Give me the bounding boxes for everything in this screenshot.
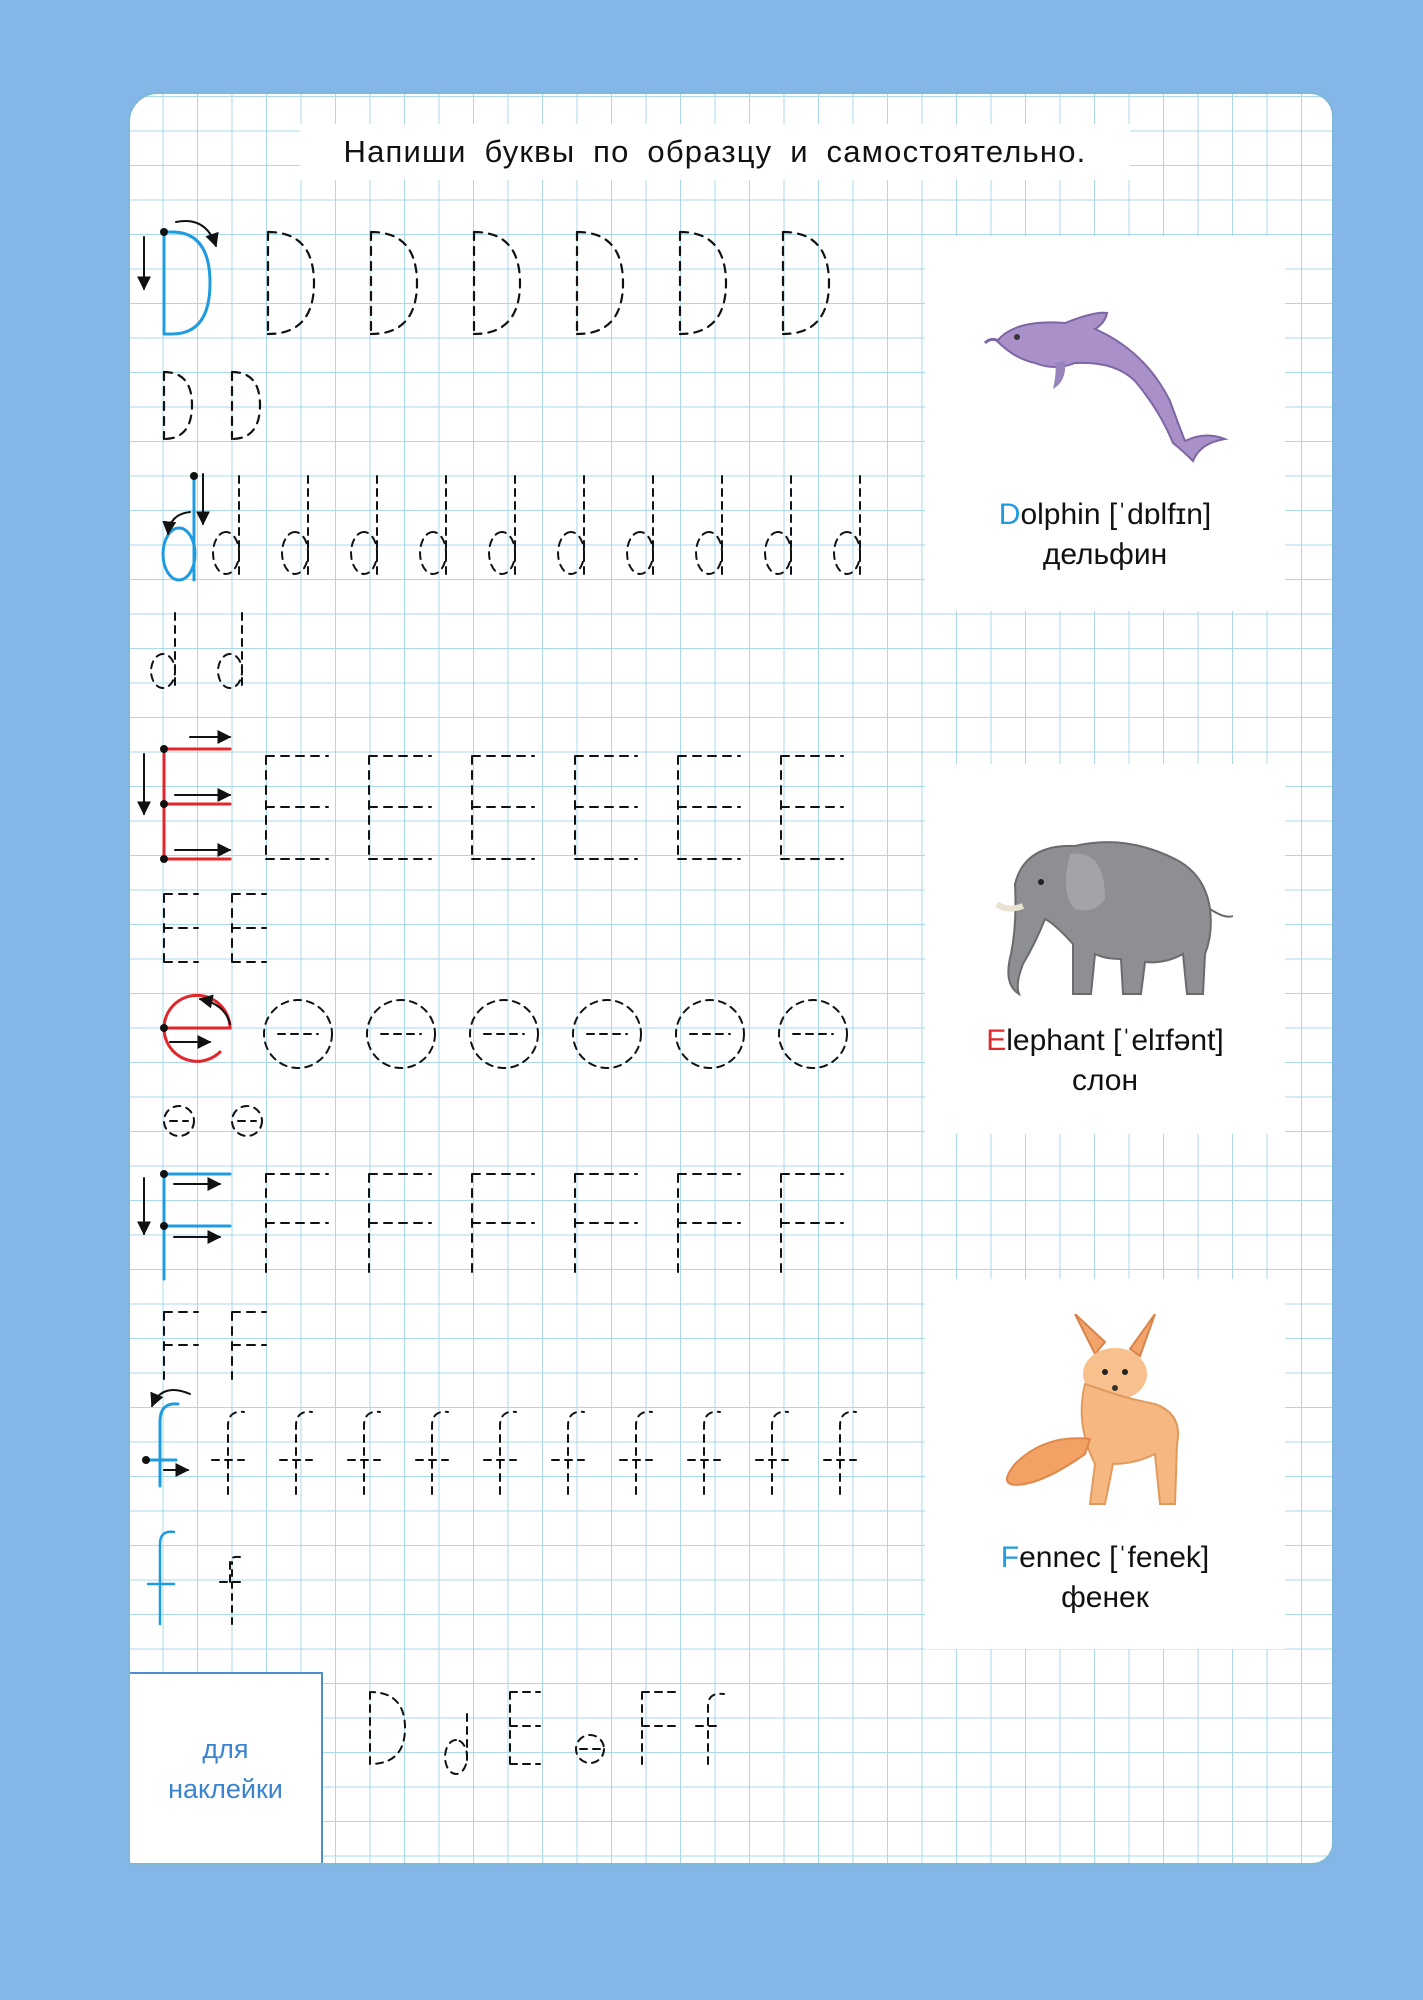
- elephant-russian: слон: [1071, 1064, 1139, 1097]
- sticker-label-line1: для: [202, 1734, 249, 1764]
- worksheet-page: [128, 92, 1334, 1865]
- elephant-english: Elephant [ˈelɪfənt]: [986, 1024, 1224, 1057]
- row-small-e: [160, 995, 847, 1136]
- sticker-label-line2: наклейки: [168, 1774, 283, 1804]
- row-capital-e: [144, 737, 843, 962]
- card-fennec: [925, 1279, 1285, 1649]
- fennec-russian: фенек: [1061, 1581, 1149, 1614]
- summary-row: [370, 1692, 724, 1774]
- instruction-text: Напиши буквы по образцу и самостоятельно.: [300, 124, 1130, 180]
- row-capital-f: [144, 1170, 843, 1379]
- card-dolphin: [925, 236, 1285, 611]
- fennec-english: Fennec [ˈfenek]: [1000, 1541, 1210, 1574]
- dolphin-english: Dolphin [ˈdɒlfɪn]: [998, 498, 1212, 531]
- dolphin-icon: [955, 271, 1255, 471]
- elephant-icon: [955, 804, 1255, 1004]
- row-capital-d: [144, 221, 829, 439]
- sticker-placeholder: [128, 1672, 323, 1865]
- dolphin-russian: дельфин: [1042, 538, 1168, 571]
- row-small-f: [142, 1390, 856, 1624]
- card-elephant: [925, 764, 1285, 1134]
- row-small-d: [151, 472, 860, 689]
- fennec-icon: [955, 1314, 1255, 1514]
